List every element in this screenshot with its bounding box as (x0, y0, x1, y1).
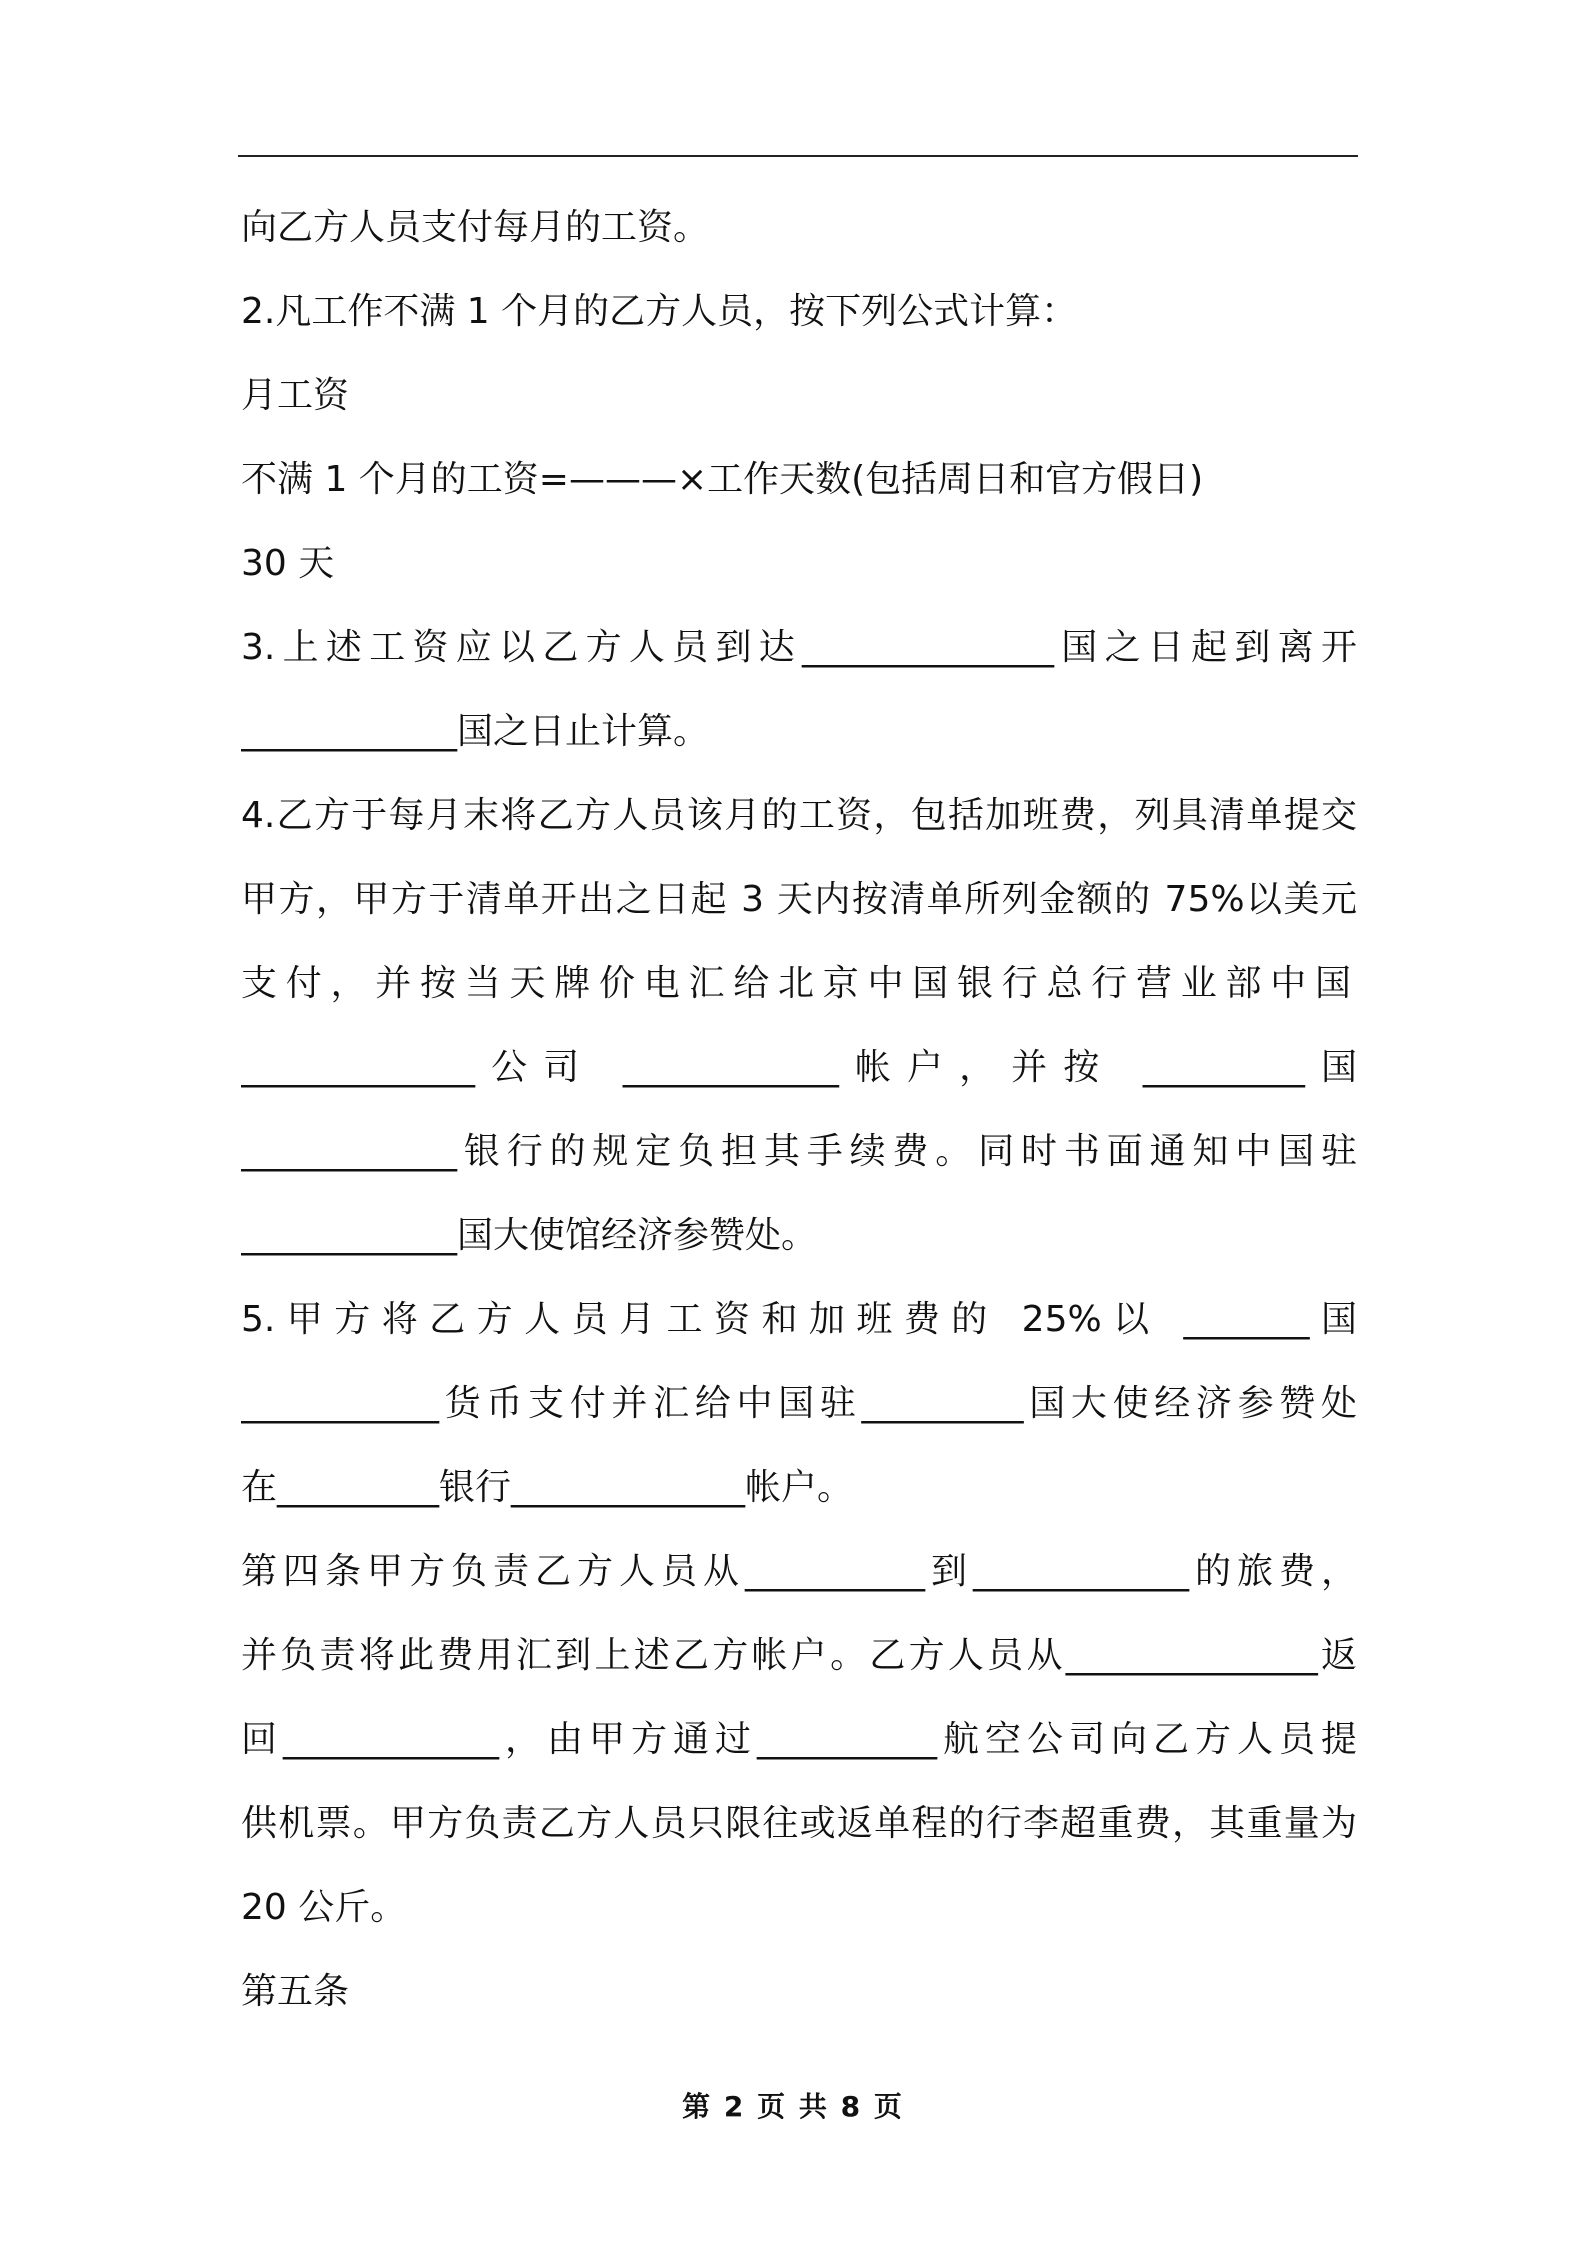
document-line: ____________国大使馆经济参赞处。 (241, 1215, 818, 1256)
header-rule (238, 155, 1358, 157)
document-line: 30 天 (241, 543, 335, 584)
document-line: 3.上述工资应以乙方人员到达______________国之日起到离开 (241, 627, 1357, 668)
formula-line: 不满 1 个月的工资=———×工作天数(包括周日和官方假日) (241, 459, 1204, 500)
document-line: 在_________银行_____________帐户。 (241, 1467, 854, 1508)
document-line: ____________国之日止计算。 (241, 711, 710, 752)
document-line: 月工资 (241, 375, 350, 416)
document-line: 供机票。甲方负责乙方人员只限往或返单程的行李超重费，其重量为 (241, 1803, 1357, 1844)
document-line: 20 公斤。 (241, 1887, 407, 1928)
document-line: 回____________，由甲方通过__________航空公司向乙方人员提 (241, 1719, 1357, 1760)
document-line: 向乙方人员支付每月的工资。 (241, 207, 710, 248)
document-line: 甲方，甲方于清单开出之日起 3 天内按清单所列金额的 75%以美元 (241, 879, 1357, 920)
document-line: 4.乙方于每月末将乙方人员该月的工资，包括加班费，列具清单提交 (241, 795, 1357, 836)
document-line: 并负责将此费用汇到上述乙方帐户。乙方人员从______________返 (241, 1635, 1357, 1676)
document-line: 2.凡工作不满 1 个月的乙方人员，按下列公式计算： (241, 291, 1078, 332)
document-line: ____________银行的规定负担其手续费。同时书面通知中国驻 (241, 1131, 1357, 1172)
page-number: 第 2 页 共 8 页 (682, 2090, 904, 2123)
document-line: _____________公司 ____________帐户，并按 _________国 (241, 1047, 1357, 1088)
document-line: 5.甲方将乙方人员月工资和加班费的 25%以 _______国 (241, 1299, 1357, 1340)
document-line: 支付，并按当天牌价电汇给北京中国银行总行营业部中国 (241, 963, 1357, 1004)
document-line: ___________货币支付并汇给中国驻_________国大使经济参赞处 (241, 1383, 1357, 1424)
document-line: 第四条甲方负责乙方人员从__________到____________的旅费， (241, 1551, 1357, 1592)
section-heading: 第五条 (241, 1971, 350, 2012)
